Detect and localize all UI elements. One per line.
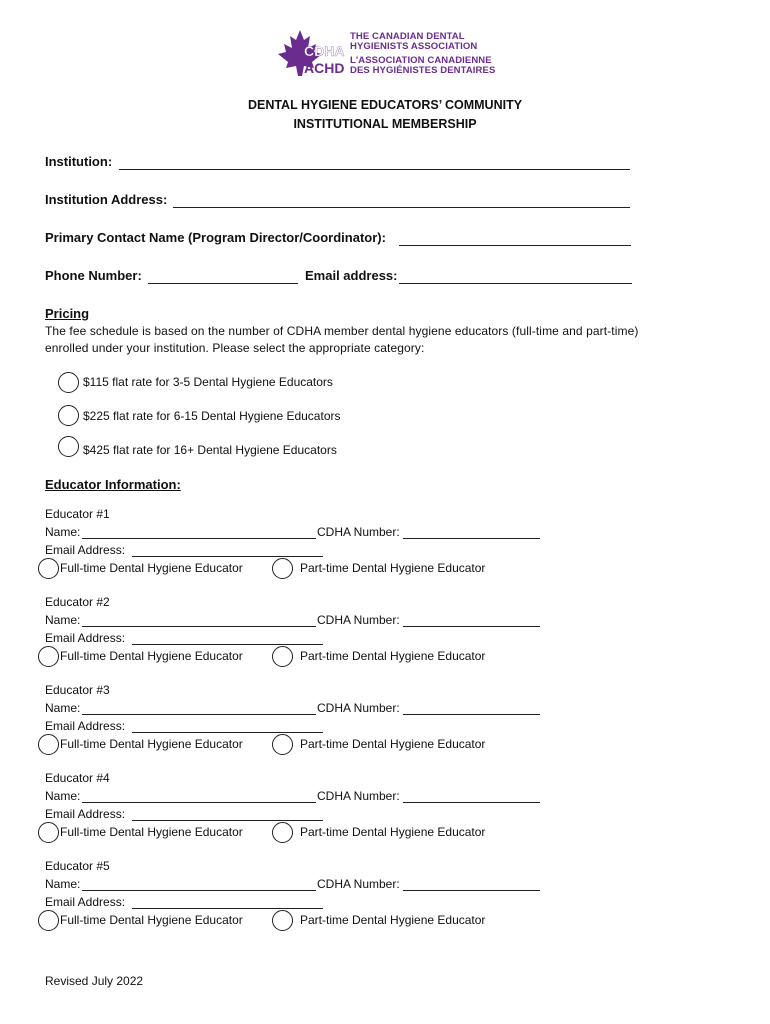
educator-name-field[interactable]	[82, 714, 316, 715]
educator-parttime-label: Part-time Dental Hygiene Educator	[300, 737, 486, 751]
logo-en-line2: HYGIENISTS ASSOCIATION	[350, 41, 478, 52]
pricing-option-3-label: $425 flat rate for 16+ Dental Hygiene Educators	[83, 443, 337, 457]
educator-parttime-radio[interactable]	[272, 558, 293, 579]
educator-parttime-radio[interactable]	[272, 822, 293, 843]
educator-cdha-label: CDHA Number:	[317, 877, 400, 891]
institution-address-label: Institution Address:	[45, 192, 168, 207]
logo-en-line1: THE CANADIAN DENTAL	[350, 31, 465, 42]
educator-cdha-label: CDHA Number:	[317, 701, 400, 715]
educator-title: Educator #1	[45, 507, 110, 521]
educator-info-heading: Educator Information:	[45, 477, 181, 492]
phone-field[interactable]	[148, 283, 298, 284]
educator-email-label: Email Address:	[45, 719, 126, 733]
educator-fulltime-radio[interactable]	[38, 822, 59, 843]
educator-fulltime-label: Full-time Dental Hygiene Educator	[60, 913, 243, 927]
educator-parttime-label: Part-time Dental Hygiene Educator	[300, 913, 486, 927]
pricing-description-line2: enrolled under your institution. Please select the appropriate category:	[45, 341, 425, 355]
educator-name-field[interactable]	[82, 538, 316, 539]
educator-name-field[interactable]	[82, 802, 316, 803]
pricing-option-3-radio[interactable]	[58, 436, 79, 457]
educator-fulltime-label: Full-time Dental Hygiene Educator	[60, 649, 243, 663]
institution-field[interactable]	[119, 169, 630, 170]
educator-name-label: Name:	[45, 525, 81, 539]
educator-cdha-field[interactable]	[403, 890, 540, 891]
phone-label: Phone Number:	[45, 268, 142, 283]
educator-parttime-label: Part-time Dental Hygiene Educator	[300, 561, 486, 575]
educator-fulltime-radio[interactable]	[38, 734, 59, 755]
educator-name-field[interactable]	[82, 626, 316, 627]
educator-parttime-radio[interactable]	[272, 734, 293, 755]
email-label: Email address:	[305, 268, 398, 283]
educator-email-label: Email Address:	[45, 895, 126, 909]
educator-name-field[interactable]	[82, 890, 316, 891]
logo-wordmark	[350, 32, 495, 76]
educator-title: Educator #4	[45, 771, 110, 785]
educator-cdha-label: CDHA Number:	[317, 613, 400, 627]
email-field[interactable]	[399, 283, 632, 284]
educator-email-field[interactable]	[132, 644, 323, 645]
educator-email-label: Email Address:	[45, 631, 126, 645]
educator-cdha-field[interactable]	[403, 714, 540, 715]
educator-parttime-label: Part-time Dental Hygiene Educator	[300, 825, 486, 839]
pricing-option-2-label: $225 flat rate for 6-15 Dental Hygiene Educators	[83, 409, 341, 423]
educator-title: Educator #3	[45, 683, 110, 697]
page-title	[0, 96, 770, 134]
educator-cdha-field[interactable]	[403, 626, 540, 627]
educator-parttime-radio[interactable]	[272, 910, 293, 931]
pricing-description	[45, 323, 735, 357]
educator-fulltime-radio[interactable]	[38, 646, 59, 667]
logo-fr-line2: DES HYGIÉNISTES DENTAIRES	[350, 65, 496, 76]
logo-fr-line1: L'ASSOCIATION CANADIENNE	[350, 55, 492, 66]
primary-contact-field[interactable]	[399, 245, 631, 246]
educator-email-field[interactable]	[132, 732, 323, 733]
educator-cdha-label: CDHA Number:	[317, 525, 400, 539]
title-line2: INSTITUTIONAL MEMBERSHIP	[293, 117, 477, 131]
primary-contact-label: Primary Contact Name (Program Director/Coordinator):	[45, 230, 386, 245]
pricing-option-2-radio[interactable]	[58, 405, 79, 426]
educator-email-field[interactable]	[132, 908, 323, 909]
educator-name-label: Name:	[45, 789, 81, 803]
educator-name-label: Name:	[45, 613, 81, 627]
institution-address-field[interactable]	[173, 207, 630, 208]
educator-title: Educator #2	[45, 595, 110, 609]
pricing-option-1-label: $115 flat rate for 3-5 Dental Hygiene Educators	[83, 375, 333, 389]
educator-parttime-radio[interactable]	[272, 646, 293, 667]
revised-date: Revised July 2022	[45, 974, 144, 988]
institution-label: Institution:	[45, 154, 113, 169]
educator-name-label: Name:	[45, 877, 81, 891]
educator-email-field[interactable]	[132, 820, 323, 821]
educator-fulltime-label: Full-time Dental Hygiene Educator	[60, 825, 243, 839]
educator-name-label: Name:	[45, 701, 81, 715]
educator-fulltime-radio[interactable]	[38, 910, 59, 931]
educator-email-label: Email Address:	[45, 543, 126, 557]
pricing-description-line1: The fee schedule is based on the number of CDHA member dental hygiene educators (full-time and part-time)	[45, 324, 639, 338]
pricing-option-1-radio[interactable]	[58, 372, 79, 393]
educator-email-field[interactable]	[132, 556, 323, 557]
educator-fulltime-radio[interactable]	[38, 558, 59, 579]
educator-cdha-field[interactable]	[403, 802, 540, 803]
educator-fulltime-label: Full-time Dental Hygiene Educator	[60, 561, 243, 575]
educator-parttime-label: Part-time Dental Hygiene Educator	[300, 649, 486, 663]
svg-text:CDHA: CDHA	[304, 43, 345, 59]
educator-fulltime-label: Full-time Dental Hygiene Educator	[60, 737, 243, 751]
educator-title: Educator #5	[45, 859, 110, 873]
svg-text:ACHD: ACHD	[304, 60, 345, 76]
educator-cdha-label: CDHA Number:	[317, 789, 400, 803]
pricing-heading: Pricing	[45, 306, 90, 321]
educator-email-label: Email Address:	[45, 807, 126, 821]
title-line1: DENTAL HYGIENE EDUCATORS’ COMMUNITY	[247, 98, 523, 112]
educator-cdha-field[interactable]	[403, 538, 540, 539]
